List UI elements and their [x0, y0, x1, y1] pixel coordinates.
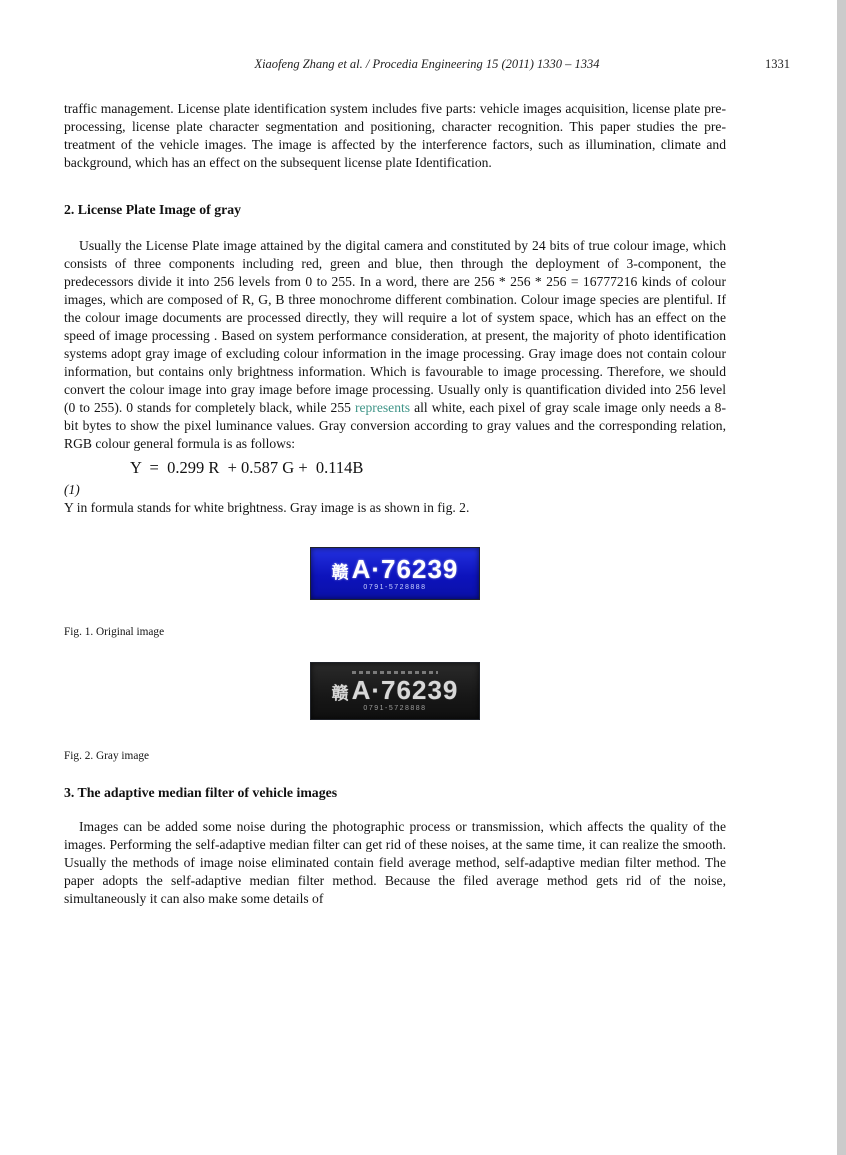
formula-note: Y in formula stands for white brightness. Gray image is as shown in fig. 2. [64, 500, 470, 515]
figure-2-gray-image [64, 662, 726, 720]
section-2-heading: 2. License Plate Image of gray [64, 202, 242, 217]
section-3-heading: 3. The adaptive median filter of vehicle images [64, 785, 338, 800]
section-2-text-after: all white, each pixel of gray scale image only needs a 8-bit bytes to show the pixel luminance values. Gray conversion according to gray values and the corresponding relation, RGB colour general formula is as follows: [64, 400, 726, 451]
running-title: Xiaofeng Zhang et al. / Procedia Engineering 15 (2011) 1330 – 1334 [254, 57, 600, 71]
license-plate-gray-image [310, 662, 480, 720]
page-edge-strip [837, 0, 846, 1155]
equation-number: (1) [64, 482, 80, 497]
license-plate-original-image [310, 547, 480, 600]
section-2-text-before: Usually the License Plate image attained by the digital camera and constituted by 24 bits of true colour image, which consists of three components including red, green and blue, then through the deployment of 3-component, the predecessors divide it into 256 levels from 0 to 255. In a word, there are 256 * 256 * 256 = 16777216 kinds of colour images, which are composed of R, G, B three monochrome different combination. Colour image species are plentiful. If the colour image documents are processed directly, they will require a lot of system space, which has an effect on the speed of image processing . Based on system performance consideration, at present, the majority of photo identification systems adopt gray image of excluding colour information in the image processing. Gray image does not contain colour information, but contains only brightness information. Which is favourable to image processing. Therefore, we should convert the colour image into gray image before image processing. Usually only is quantification divided into 256 level (0 to 255). 0 stands for completely black, while 255 [64, 238, 726, 415]
plate-characters [332, 556, 459, 582]
highlighted-word: represents [354, 400, 411, 415]
figure-1-caption: Fig. 1. Original image [64, 626, 165, 638]
section-3-paragraph: Images can be added some noise during the photographic process or transmission, which affects the quality of the images. Performing the self-adaptive median filter can get rid of these noises, at the same time, it can realize the smooth. Usually the methods of image noise eliminated contain field average method, self-adaptive median filter method. The paper adopts the self-adaptive median filter method. Because the filed average method gets rid of the noise, simultaneously it can also make some details of [64, 819, 726, 906]
running-header [64, 57, 790, 74]
plate-frame-text: 0791-5728888 [363, 704, 427, 712]
page-content [64, 0, 790, 908]
plate-frame-text: 0791-5728888 [363, 584, 427, 591]
page-number: 1331 [765, 57, 790, 71]
figure-1-original-image [64, 547, 726, 600]
plate-number-text: A·76239 [351, 554, 459, 584]
plate-province-character: 赣 [331, 563, 349, 582]
figure-2-caption: Fig. 2. Gray image [64, 750, 150, 762]
plate-characters [331, 674, 459, 705]
gray-conversion-formula: Y = 0.299 R + 0.587 G + 0.114B [130, 458, 364, 477]
intro-paragraph: traffic management. License plate identification system includes five parts: vehicle images acquisition, license plate pre-processing, license plate character segmentation and positioning, character recognition. This paper studies the pre-treatment of the vehicle images. The image is affected by the interference factors, such as illumination, climate and background, which has an effect on the subsequent license plate Identification. [64, 101, 726, 170]
plate-top-text-marks [352, 671, 438, 674]
plate-province-character: 赣 [331, 683, 349, 703]
plate-number-text: A·76239 [351, 674, 459, 705]
section-2-paragraph [64, 237, 726, 453]
